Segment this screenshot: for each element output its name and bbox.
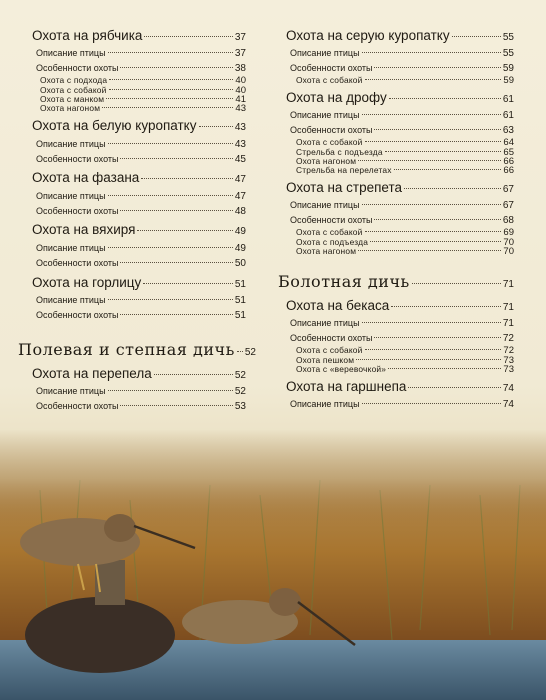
toc-entry[interactable]: Описание птицы 71 <box>290 318 514 329</box>
toc-entry[interactable]: Охота на дрофу 61 <box>286 90 514 105</box>
toc-entry[interactable]: Охота с собакой 59 <box>296 75 514 86</box>
toc-entry[interactable]: Описание птицы 52 <box>36 386 246 397</box>
toc-entry[interactable]: Особенности охоты 51 <box>36 310 246 321</box>
toc-entry[interactable]: Охота на бекаса 71 <box>286 298 514 313</box>
toc-entry[interactable]: Охота с собакой 64 <box>296 137 514 148</box>
toc-entry[interactable]: Охота на белую куропатку 43 <box>32 118 246 133</box>
toc-entry[interactable]: Стрельба с подъезда 65 <box>296 147 514 158</box>
toc-entry[interactable]: Охота с собакой 72 <box>296 345 514 356</box>
toc-entry[interactable]: Охота на гаршнепа 74 <box>286 379 514 394</box>
toc-page-number: 37 <box>234 32 246 43</box>
toc-entry[interactable]: Охота с собакой 69 <box>296 227 514 238</box>
toc-entry[interactable]: Охота с «веревочкой» 73 <box>296 364 514 375</box>
toc-entry[interactable]: Описание птицы 61 <box>290 110 514 121</box>
toc-entry[interactable]: Особенности охоты 45 <box>36 154 246 165</box>
toc-entry[interactable]: Описание птицы 43 <box>36 139 246 150</box>
toc-section-heading[interactable]: Полевая и степная дичь 52 <box>18 340 256 359</box>
toc-entry[interactable]: Особенности охоты 72 <box>290 333 514 344</box>
toc-entry[interactable]: Особенности охоты 68 <box>290 215 514 226</box>
toc-entry[interactable]: Описание птицы 51 <box>36 295 246 306</box>
toc-entry[interactable]: Охота с манком 41 <box>40 94 246 105</box>
toc-entry[interactable]: Охота пешком 73 <box>296 355 514 366</box>
toc-entry[interactable]: Особенности охоты 53 <box>36 401 246 412</box>
toc-entry[interactable]: Охота на стрепета 67 <box>286 180 514 195</box>
toc-entry[interactable]: Охота с подъезда 70 <box>296 237 514 248</box>
toc-entry[interactable]: Охота нагоном 66 <box>296 156 514 167</box>
toc-entry[interactable]: Охота нагоном 70 <box>296 246 514 257</box>
toc-entry[interactable]: Охота на фазана 47 <box>32 170 246 185</box>
toc-entry[interactable]: Особенности охоты 38 <box>36 63 246 74</box>
toc-entry[interactable]: Особенности охоты 50 <box>36 258 246 269</box>
toc-entry[interactable]: Охота на рябчика 37 <box>32 28 246 43</box>
toc-entry[interactable]: Описание птицы 37 <box>36 48 246 59</box>
toc-entry[interactable]: Охота на горлицу 51 <box>32 275 246 290</box>
toc-entry[interactable]: Описание птицы 74 <box>290 399 514 410</box>
toc-entry[interactable]: Охота нагоном 43 <box>40 103 246 114</box>
toc-entry[interactable]: Описание птицы 49 <box>36 243 246 254</box>
toc-entry[interactable]: Охота на вяхиря 49 <box>32 222 246 237</box>
toc-entry[interactable]: Охота на серую куропатку 55 <box>286 28 514 43</box>
toc-entry[interactable]: Охота на перепела 52 <box>32 366 246 381</box>
toc-entry[interactable]: Описание птицы 55 <box>290 48 514 59</box>
toc-entry[interactable]: Стрельба на перелетах 66 <box>296 165 514 176</box>
toc-section-heading[interactable]: Болотная дичь 71 <box>278 272 514 291</box>
rock <box>25 597 175 673</box>
toc-entry[interactable]: Особенности охоты 63 <box>290 125 514 136</box>
toc-entry[interactable]: Охота с собакой 40 <box>40 85 246 96</box>
toc-entry[interactable]: Охота с подхода 40 <box>40 75 246 86</box>
snipe-photo <box>0 430 546 700</box>
toc-entry[interactable]: Особенности охоты 59 <box>290 63 514 74</box>
toc-entry[interactable]: Особенности охоты 48 <box>36 206 246 217</box>
toc-entry[interactable]: Описание птицы 47 <box>36 191 246 202</box>
toc-entry[interactable]: Описание птицы 67 <box>290 200 514 211</box>
